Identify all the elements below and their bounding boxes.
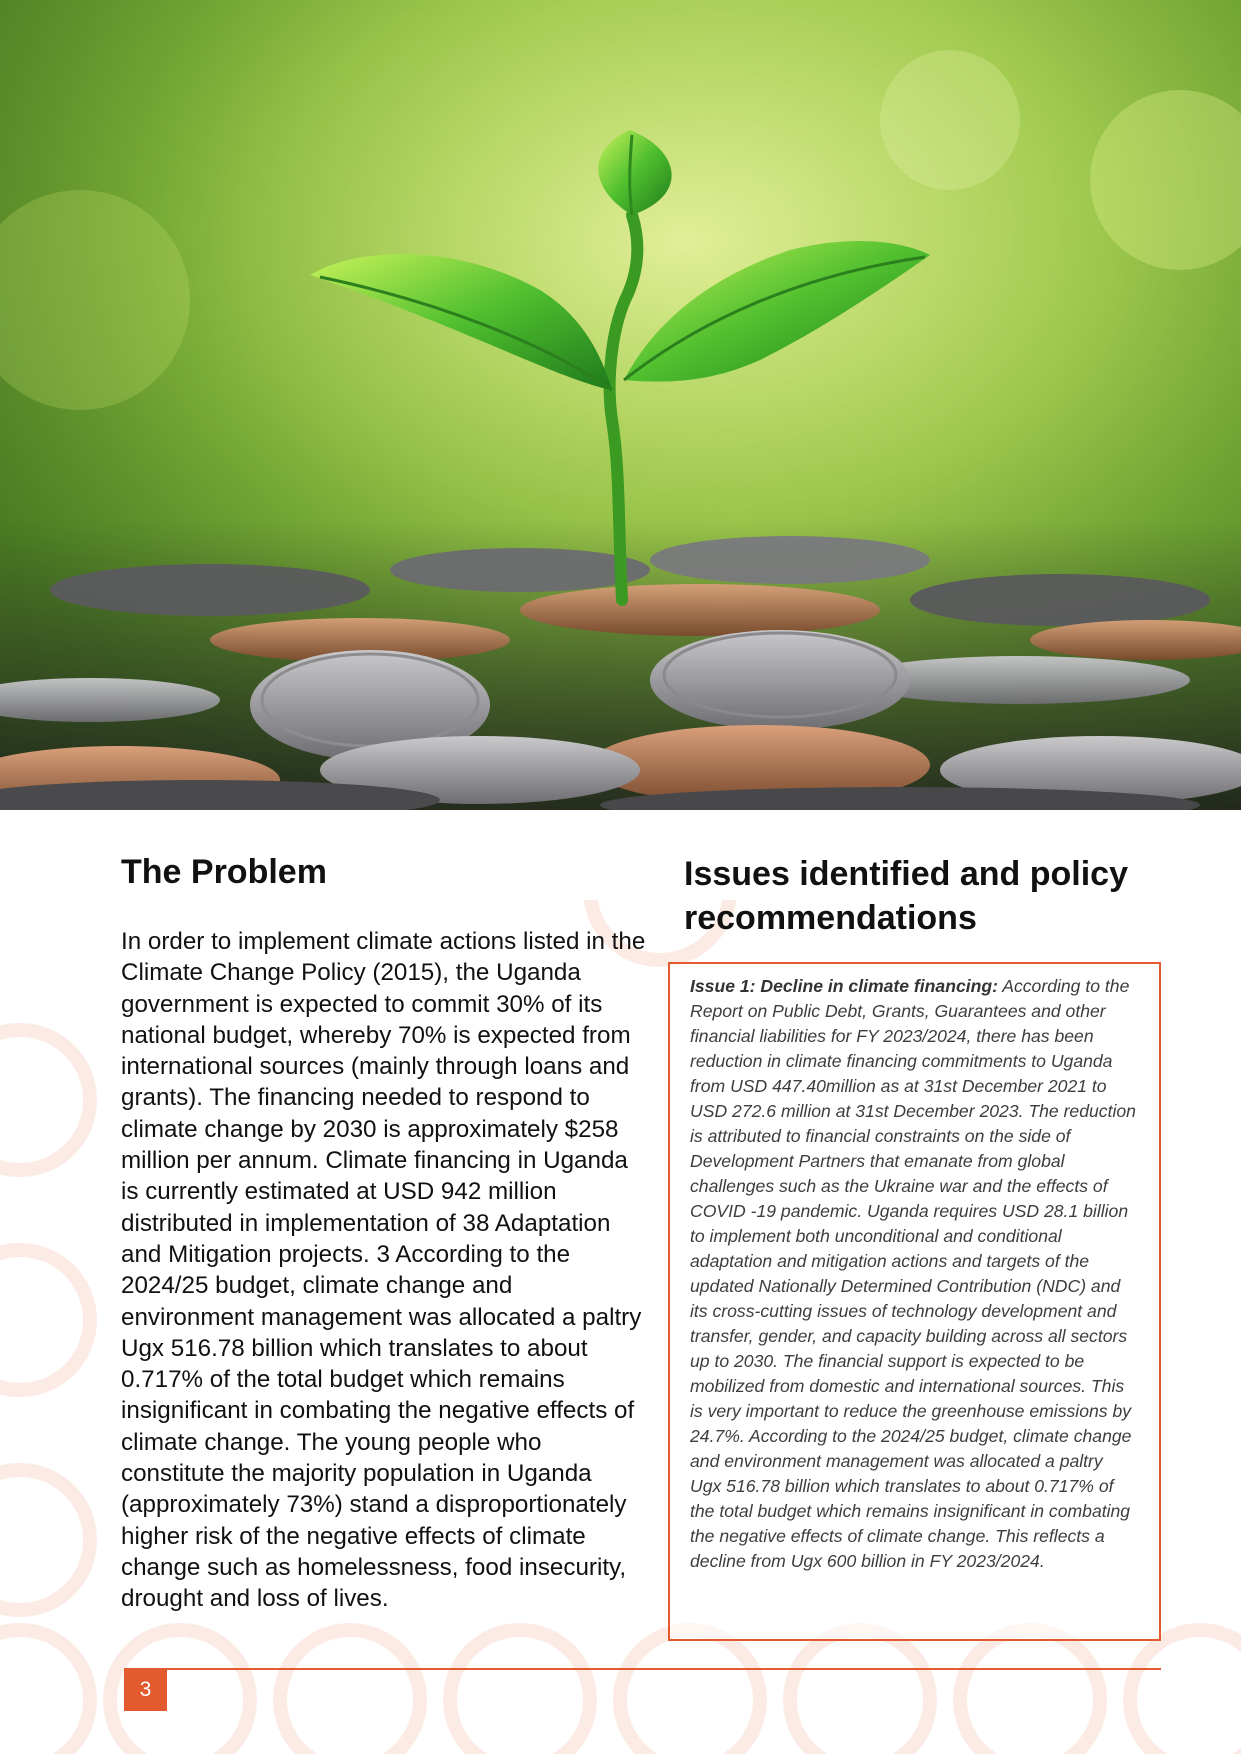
- issues-section: [684, 852, 1154, 940]
- issue-1-text: According to the Report on Public Debt, Grants, Guarantees and other financial liabilities for FY 2023/2024, there has been reduction in climate financing commitments to Uganda from USD 447.40million as at 31st December 2021 to USD 272.6 million at 31st December 2023. The reduction is attributed to financial constraints on the side of Development Partners that emanate from global challenges such as the Ukraine war and the effects of COVID -19 pandemic. Uganda requires USD 28.1 billion to implement both unconditional and conditional adaptation and mitigation actions and targets of the updated Nationally Determined Contribution (NDC) and its cross-cutting issues of technology development and transfer, gender, and capacity building across all sectors up to 2030. The financial support is expected to be mobilized from domestic and international sources. This is very important to reduce the greenhouse emissions by 24.7%. According to the 2024/25 budget, climate change and environment management was allocated a paltry Ugx 516.78 billion which translates to about 0.717% of the total budget which remains insignificant in combating the negative effects of climate change. This reflects a decline from Ugx 600 billion in FY 2023/2024.: [690, 976, 1136, 1571]
- footer-rule: [124, 1668, 1161, 1670]
- issue-1-paragraph: [690, 974, 1137, 1574]
- problem-body: In order to implement climate actions listed in the Climate Change Policy (2015), the Uganda government is expected to commit 30% of its national budget, whereby 70% is expected from international sources (mainly through loans and grants). The financing needed to respond to climate change by 2030 is approximately $258 million per annum. Climate financing in Uganda is currently estimated at USD 942 million distributed in implementation of 38 Adaptation and Mitigation projects. 3 According to the 2024/25 budget, climate change and environment management was allocated a paltry Ugx 516.78 billion which translates to about 0.717% of the total budget which remains insignificant in combating the negative effects of climate change. The young people who constitute the majority population in Uganda (approximately 73%) stand a disproportionately higher risk of the negative effects of climate change such as homelessness, food insecurity, drought and loss of lives.: [121, 928, 646, 1613]
- page-number: 3: [124, 1669, 167, 1711]
- problem-section: [121, 852, 651, 1615]
- issues-title: Issues identified and policy recommendations: [684, 855, 1128, 937]
- issue-box: [668, 962, 1161, 1641]
- issue-1-label: Issue 1: Decline in climate financing:: [690, 976, 998, 996]
- plant-sprout-on-coins-icon: [0, 0, 1241, 810]
- problem-title: The Problem: [121, 853, 327, 891]
- hero-image: [0, 0, 1241, 810]
